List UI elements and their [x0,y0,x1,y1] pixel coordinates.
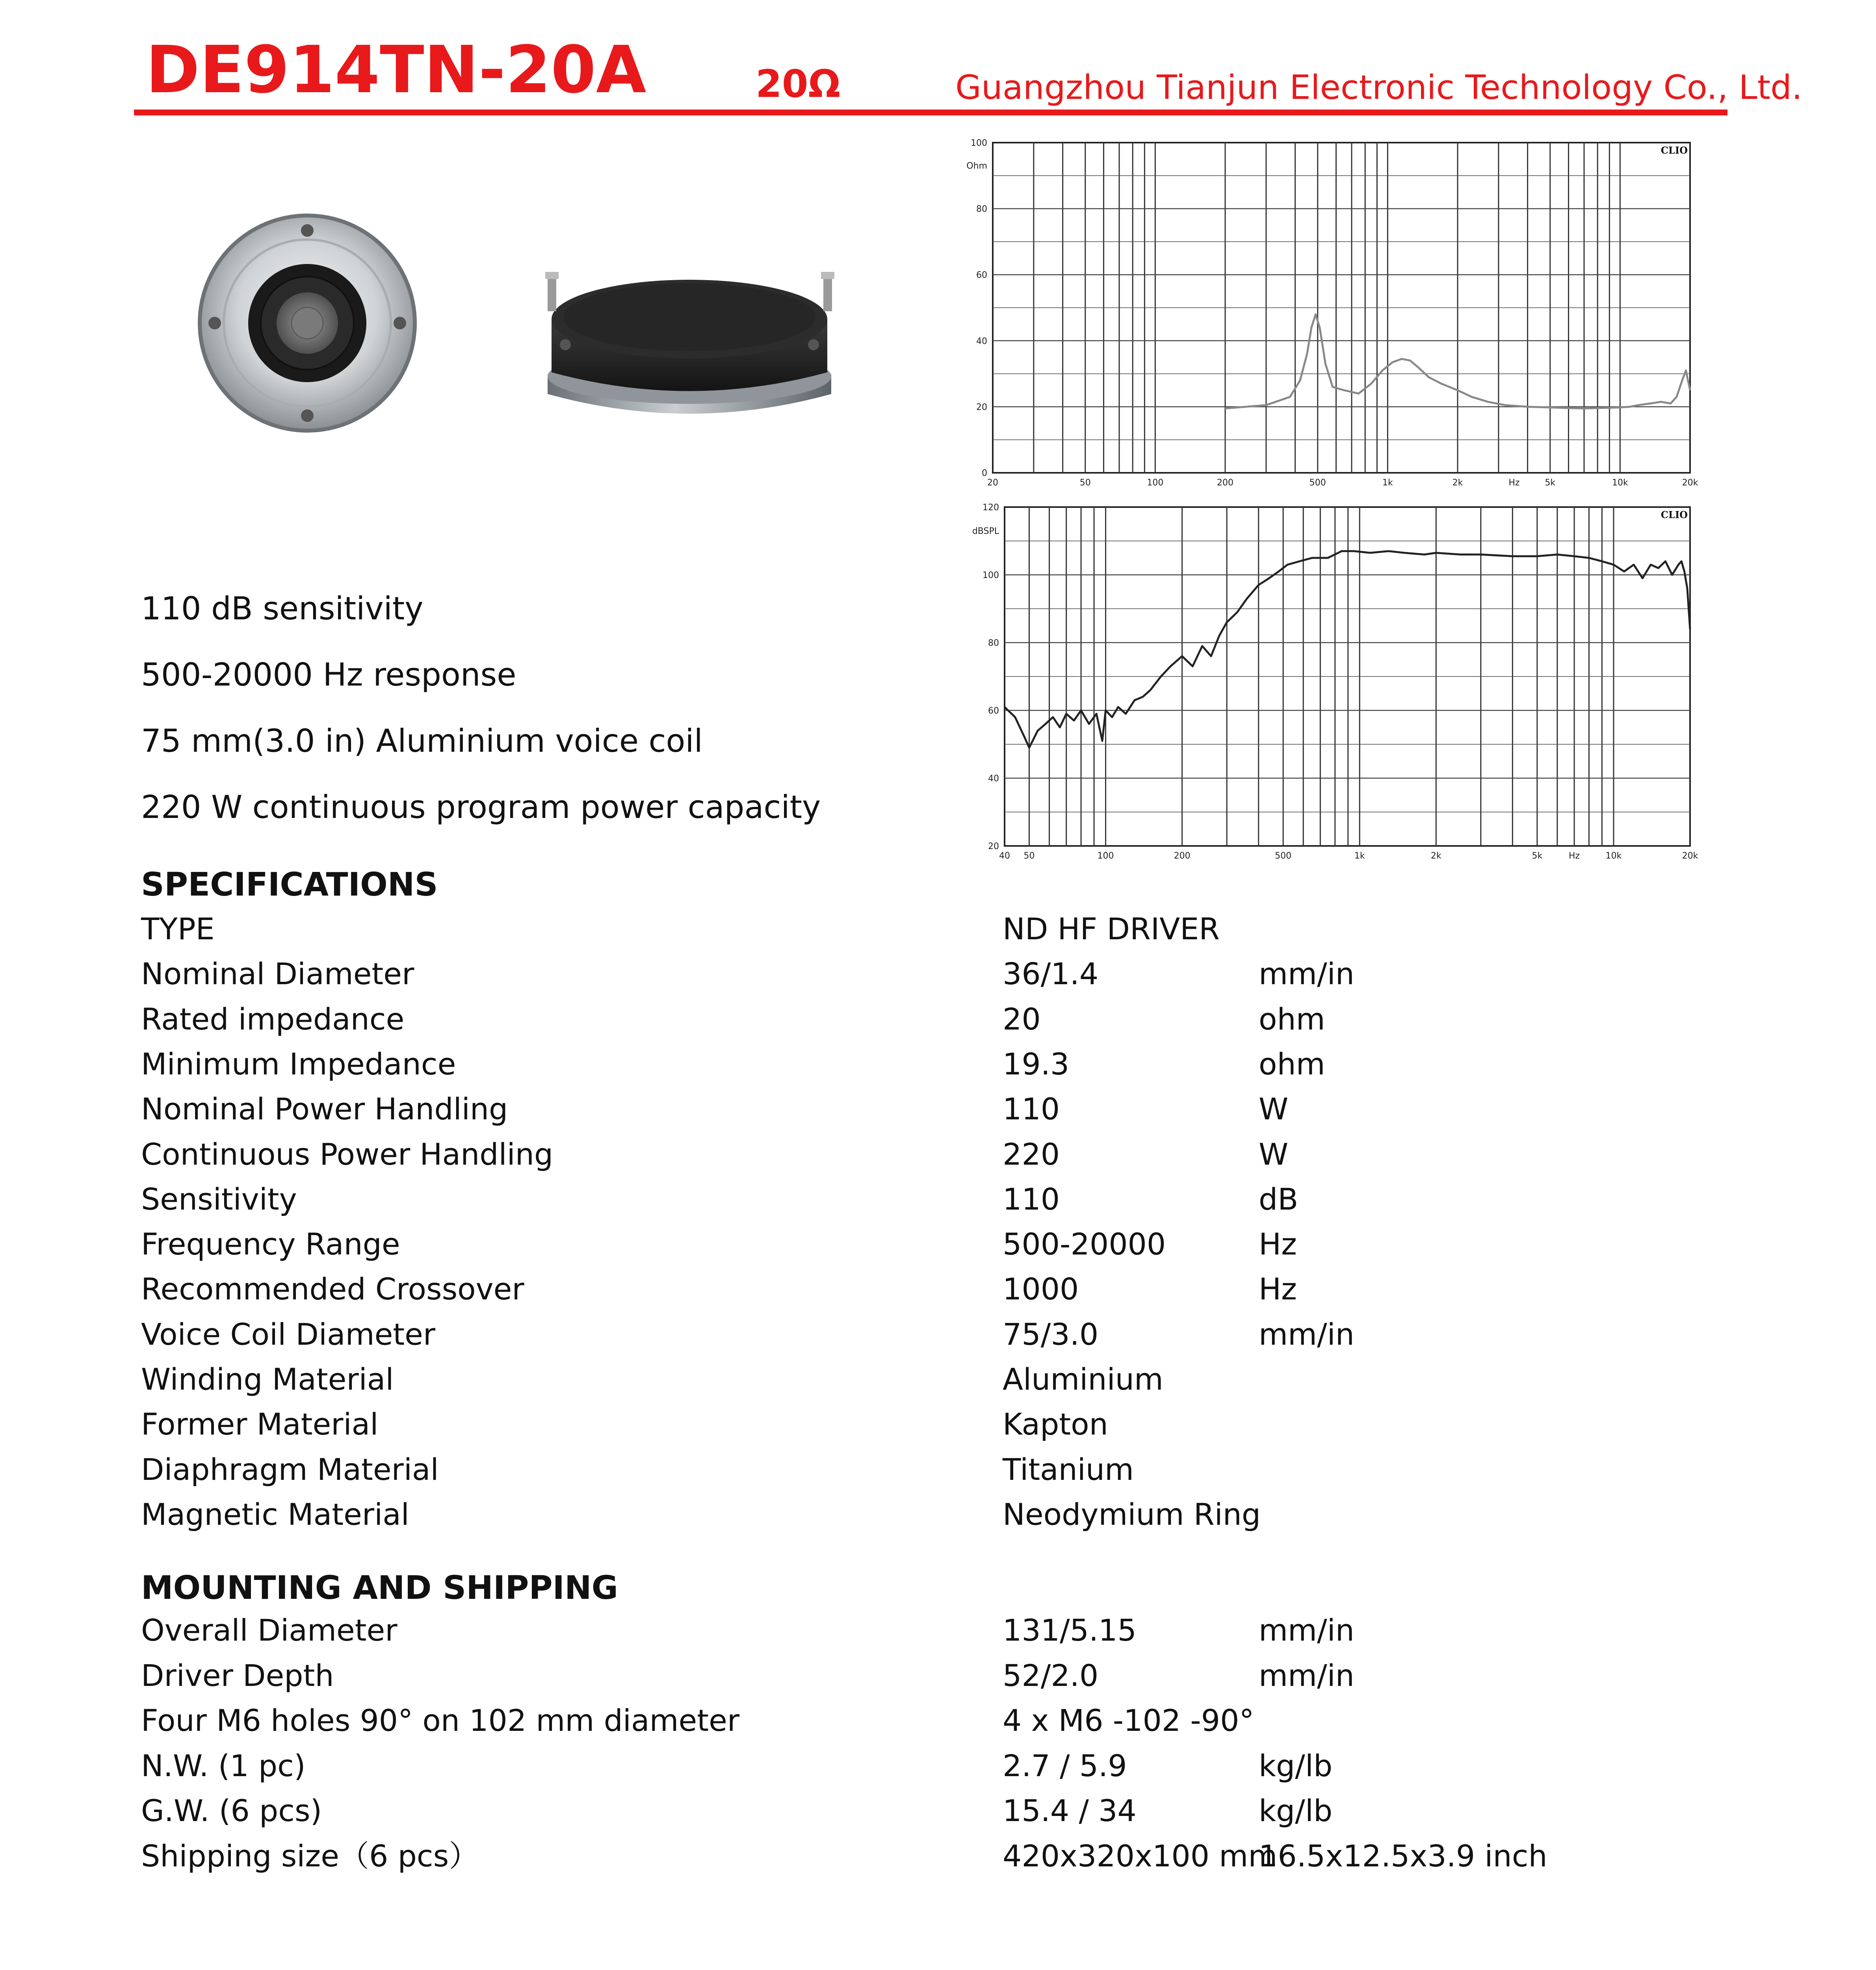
chart1-xtick: 10k [1605,851,1622,861]
header-divider [134,110,1727,115]
specifications-label: Nominal Power Handling [141,1091,508,1127]
mounting-row [0,1703,1876,1745]
frequency-response-chart-svg [942,498,1706,861]
specifications-label: Recommended Crossover [141,1271,524,1307]
specifications-row [0,1364,1876,1404]
chart0-ytick: 60 [976,270,987,281]
specifications-unit: ohm [1259,1001,1325,1037]
specifications-row [0,1136,1876,1179]
specifications-value: 110 [1003,1091,1060,1127]
mounting-row [0,1838,1876,1881]
specifications-unit: mm/in [1259,956,1354,992]
chart1-series-line [1005,551,1690,748]
specifications-label: Frequency Range [141,1227,400,1262]
mounting-value: 4 x M6 -102 -90° [1003,1703,1254,1738]
impedance-chart [942,134,1706,489]
specifications-unit: W [1259,1136,1289,1172]
specifications-label: Continuous Power Handling [141,1136,554,1172]
chart0-x-unit: Hz [1508,478,1520,488]
specifications-value: Titanium [1003,1451,1134,1487]
mounting-label: Shipping size（6 pcs） [141,1838,479,1873]
chart1-xtick: 100 [1097,851,1114,861]
specifications-value: 75/3.0 [1003,1316,1099,1352]
specifications-value: 19.3 [1003,1046,1070,1082]
chart0-xtick: 10k [1612,478,1628,488]
specifications-value: 220 [1003,1136,1060,1172]
chart1-xtick: 2k [1430,851,1441,861]
feature-power: 220 W continuous program power capacity [141,789,821,825]
chart1-ytick: 20 [988,842,999,851]
chart1-xtick: 1k [1354,851,1365,861]
specifications-value: 500-20000 [1003,1227,1166,1262]
mounting-label: Overall Diameter [141,1613,397,1648]
chart1-xtick: 200 [1174,851,1191,861]
chart0-ytick: 0 [982,468,987,478]
chart1-ytick: 80 [988,638,999,648]
mounting-label: N.W. (1 pc) [141,1748,306,1783]
mounting-heading: MOUNTING AND SHIPPING [141,1569,618,1607]
chart0-xtick: 2k [1452,478,1463,488]
specifications-unit: ohm [1259,1046,1325,1082]
mounting-value: 2.7 / 5.9 [1003,1748,1127,1783]
specifications-row [0,1229,1876,1269]
chart0-xtick: 100 [1147,478,1164,488]
mounting-unit: kg/lb [1259,1748,1333,1783]
chart1-xtick: 40 [999,851,1010,861]
chart0-brand: CLIO [1661,145,1688,156]
feature-sensitivity: 110 dB sensitivity [141,590,423,627]
specifications-heading: SPECIFICATIONS [141,866,438,903]
chart0-ytick: 20 [976,402,987,413]
mounting-unit: mm/in [1259,1658,1354,1693]
chart0-ytick: 80 [976,204,987,214]
chart0-xtick: 50 [1079,478,1091,488]
chart0-ytick: 100 [971,138,987,148]
specifications-value: 110 [1003,1181,1060,1217]
mounting-unit: kg/lb [1259,1793,1333,1828]
chart1-brand: CLIO [1661,509,1688,520]
specifications-row [0,956,1876,998]
mounting-unit: mm/in [1259,1613,1354,1648]
feature-response: 500-20000 Hz response [141,656,516,693]
specifications-label: Magnetic Material [141,1496,409,1532]
specifications-unit: dB [1259,1181,1298,1217]
chart1-xtick: 5k [1532,851,1543,861]
specifications-row [0,1046,1876,1089]
specifications-value: 20 [1003,1001,1041,1037]
specifications-row [0,1091,1876,1134]
specifications-label: Minimum Impedance [141,1046,456,1082]
chart0-ylabel: Ohm [966,161,987,171]
chart0-xtick: 200 [1217,478,1233,488]
specifications-value: Kapton [1003,1407,1108,1442]
specifications-label: Nominal Diameter [141,956,414,992]
mounting-label: Driver Depth [141,1658,334,1693]
chart0-xtick: 20k [1682,478,1698,488]
chart1-x-unit: Hz [1569,851,1580,861]
mounting-row [0,1748,1876,1790]
specifications-unit: Hz [1259,1227,1297,1262]
specifications-label: Sensitivity [141,1181,297,1217]
specifications-label: Former Material [141,1407,379,1442]
specifications-unit: W [1259,1091,1289,1127]
specifications-row [0,1409,1876,1449]
chart0-xtick: 20 [987,478,998,488]
specifications-value: 1000 [1003,1271,1079,1307]
specifications-row [0,1271,1876,1314]
mounting-value: 52/2.0 [1003,1658,1099,1693]
chart0-ytick: 40 [976,336,987,346]
specifications-row [0,1001,1876,1044]
specifications-value: ND HF DRIVER [1003,911,1220,946]
feature-voice-coil: 75 mm(3.0 in) Aluminium voice coil [141,723,703,759]
chart1-ytick: 120 [983,503,999,513]
frequency-response-chart [942,498,1706,861]
specifications-row [0,1181,1876,1224]
chart1-xtick: 20k [1682,851,1698,861]
mounting-row [0,1615,1876,1655]
chart0-xtick: 500 [1309,478,1326,488]
specifications-row [0,1451,1876,1494]
mounting-unit: 16.5x12.5x3.9 inch [1259,1838,1547,1873]
chart0-xtick: 5k [1545,478,1556,488]
chart1-ylabel: dBSPL [972,526,999,536]
mounting-value: 420x320x100 mm [1003,1838,1278,1873]
chart1-ytick: 40 [988,774,999,784]
model-title: DE914TN-20A [146,32,646,108]
driver-front-image [193,209,422,439]
specifications-row [0,911,1876,953]
mounting-value: 15.4 / 34 [1003,1793,1137,1828]
impedance-chart-svg [942,134,1706,489]
impedance-label: 20Ω [756,62,841,106]
chart1-ytick: 60 [988,706,999,716]
mounting-label: Four M6 holes 90° on 102 mm diameter [141,1703,740,1738]
chart1-xtick: 50 [1023,851,1035,861]
mounting-row [0,1658,1876,1700]
specifications-label: TYPE [141,911,215,946]
chart1-xtick: 500 [1275,851,1292,861]
specifications-label: Voice Coil Diameter [141,1316,436,1352]
mounting-row [0,1793,1876,1835]
chart1-ytick: 100 [983,571,999,580]
specifications-label: Rated impedance [141,1001,405,1037]
company-name: Guangzhou Tianjun Electronic Technology Co., Ltd. [955,68,1803,107]
specifications-label: Diaphragm Material [141,1451,439,1487]
specifications-label: Winding Material [141,1362,394,1397]
chart0-xtick: 1k [1382,478,1393,488]
specifications-value: Neodymium Ring [1003,1496,1261,1532]
specifications-row [0,1316,1876,1359]
mounting-label: G.W. (6 pcs) [141,1793,322,1828]
mounting-value: 131/5.15 [1003,1613,1137,1648]
specifications-value: 36/1.4 [1003,956,1099,992]
specifications-unit: mm/in [1259,1316,1354,1352]
specifications-unit: Hz [1259,1271,1297,1307]
driver-side-image [536,260,843,435]
specifications-value: Aluminium [1003,1362,1163,1397]
specifications-row [0,1496,1876,1539]
